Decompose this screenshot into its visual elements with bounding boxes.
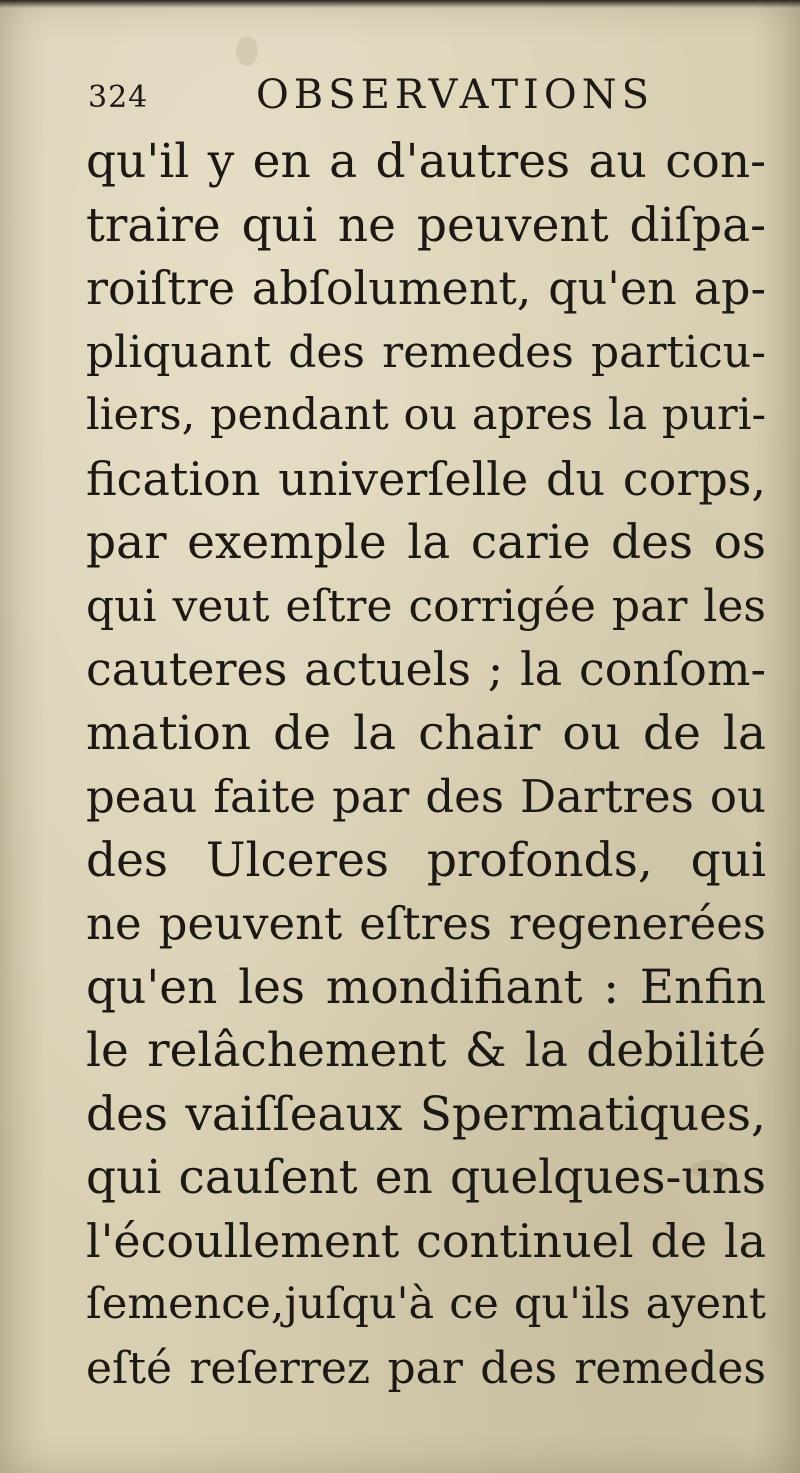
text-line: mation de la chair ou de la [86, 705, 766, 761]
text-line: par exemple la carie des os [86, 515, 766, 570]
text-line: le relâchement & la debilité [86, 1023, 766, 1078]
text-line: qu'en les mondifiant : Enfin [86, 959, 766, 1015]
running-head: OBSERVATIONS [256, 72, 655, 118]
text-line: liers, pendant ou apres la puri- [86, 390, 766, 440]
text-line: l'écoullement continuel de la [86, 1213, 766, 1268]
page-number: 324 [88, 80, 149, 115]
text-line: cauteres actuels ; la conſom- [86, 642, 766, 696]
text-line: pliquant des remedes particu- [86, 326, 766, 378]
text-line: eſté reſerrez par des remedes [86, 1342, 766, 1394]
page-header [88, 72, 768, 122]
text-line: peau faite par des Dartres ou [86, 770, 766, 823]
text-line: des vaiſſeaux Spermatiques, [86, 1086, 766, 1142]
paper-stain [236, 36, 258, 66]
text-line: qu'il y en a d'autres au con- [86, 134, 766, 189]
text-line: des Ulceres profonds, qui [86, 832, 766, 888]
page-top-edge [0, 0, 800, 8]
text-line: ſemence,juſqu'à ce qu'ils ayent [86, 1279, 766, 1329]
text-line: qui cauſent en quelques-uns [86, 1150, 766, 1205]
text-line: traire qui ne peuvent diſpa- [86, 197, 766, 253]
text-line: ne peuvent eſtres regenerées [86, 897, 766, 950]
text-line: roiſtre abſolument, qu'en ap- [86, 261, 766, 315]
text-line: fication univerſelle du corps, [86, 451, 766, 506]
body-text [86, 130, 766, 1400]
text-line: qui veut eſtre corrigée par les [86, 580, 766, 632]
